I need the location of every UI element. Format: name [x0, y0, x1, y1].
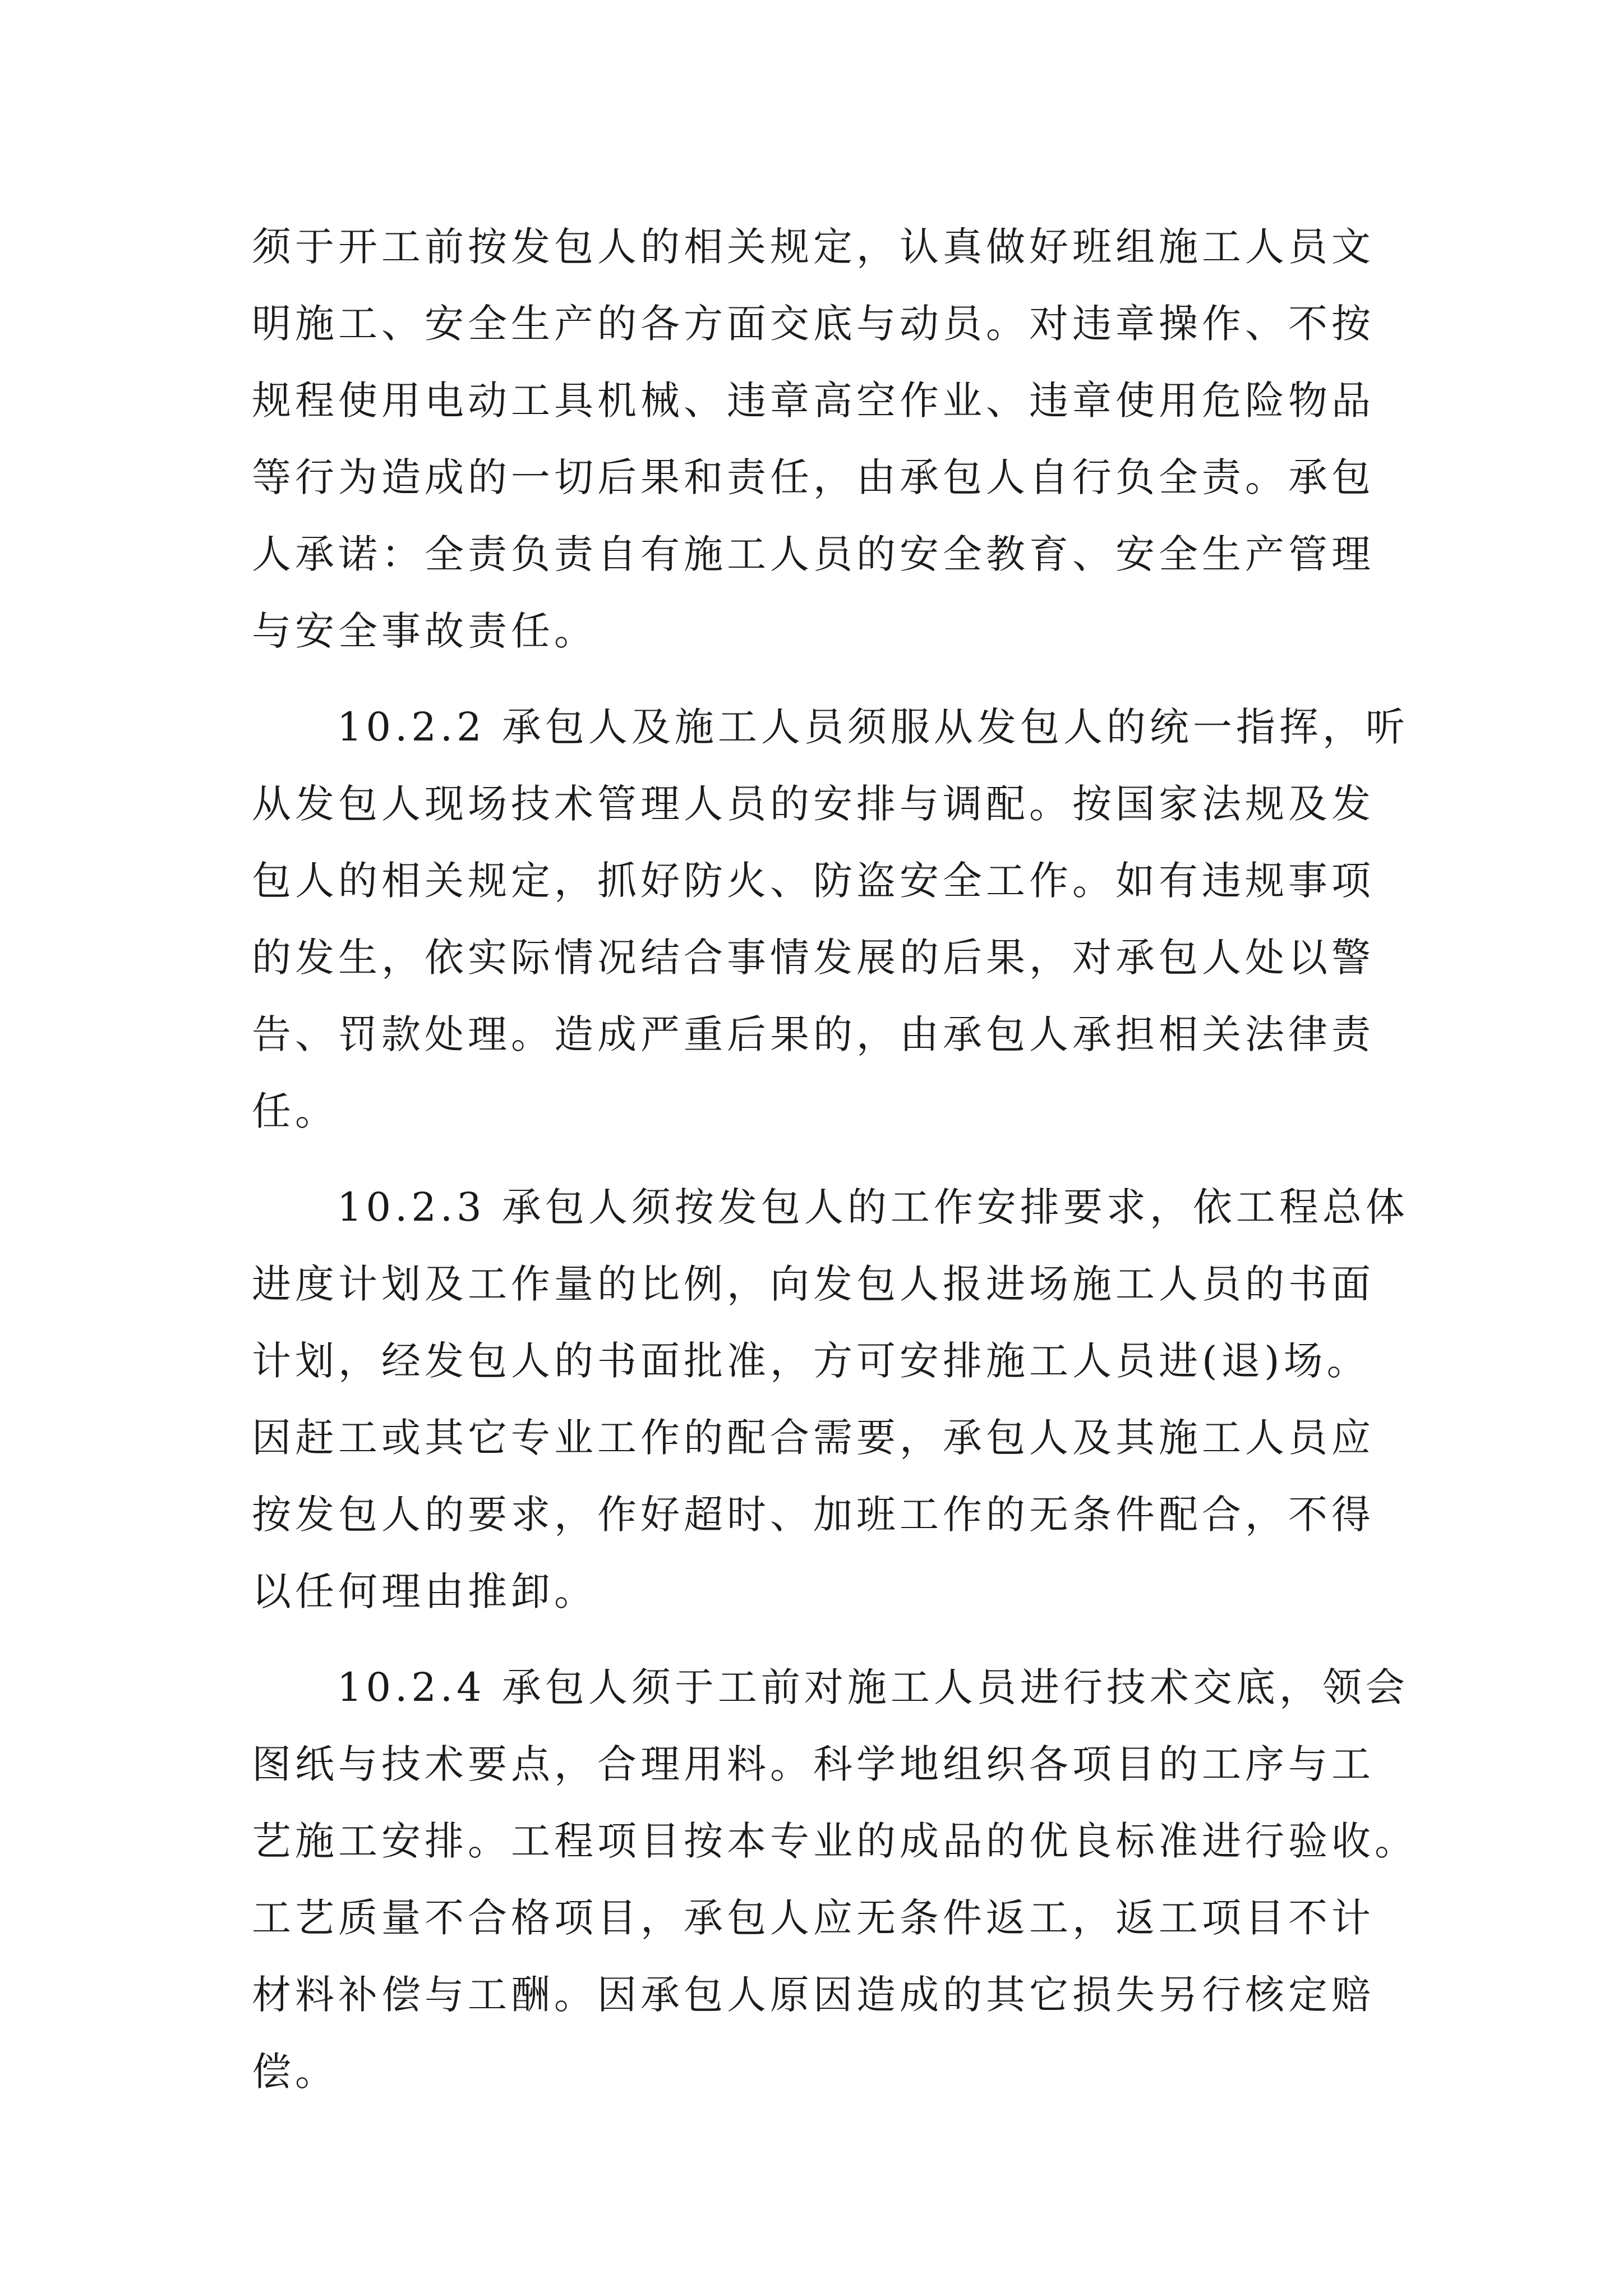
text-line: 艺施工安排。工程项目按本专业的成品的优良标准进行验收。 — [252, 1818, 1418, 1864]
text-line: 明施工、安全生产的各方面交底与动员。对违章操作、不按 — [252, 301, 1375, 347]
text-line: 进度计划及工作量的比例，向发包人报进场施工人员的书面 — [252, 1261, 1375, 1307]
text-line: 包人的相关规定，抓好防火、防盗安全工作。如有违规事项 — [252, 858, 1375, 904]
text-line: 因赶工或其它专业工作的配合需要，承包人及其施工人员应 — [252, 1415, 1375, 1461]
paragraph-spacer — [252, 670, 1458, 689]
paragraph-10-2-2 — [252, 689, 1458, 1150]
paragraph-10-2-4 — [252, 1649, 1458, 2110]
text-line: 按发包人的要求，作好超时、加班工作的无条件配合，不得 — [252, 1492, 1375, 1538]
text-line: 10.2.3 承包人须按发包人的工作安排要求，依工程总体 — [337, 1184, 1409, 1230]
text-line: 须于开工前按发包人的相关规定，认真做好班组施工人员文 — [252, 224, 1375, 270]
text-line: 10.2.4 承包人须于工前对施工人员进行技术交底，领会 — [337, 1664, 1409, 1710]
text-line: 规程使用电动工具机械、违章高空作业、违章使用危险物品 — [252, 378, 1375, 424]
text-line: 材料补偿与工酬。因承包人原因造成的其它损失另行核定赔 — [252, 1972, 1375, 2018]
text-line: 人承诺：全责负责自有施工人员的安全教育、安全生产管理 — [252, 531, 1375, 577]
text-line: 的发生，依实际情况结合事情发展的后果，对承包人处以警 — [252, 935, 1375, 981]
text-line: 等行为造成的一切后果和责任，由承包人自行负全责。承包 — [252, 454, 1375, 500]
text-line: 告、罚款处理。造成严重后果的，由承包人承担相关法律责 — [252, 1011, 1375, 1057]
text-line: 任。 — [252, 1088, 338, 1134]
text-line: 工艺质量不合格项目，承包人应无条件返工，返工项目不计 — [252, 1895, 1375, 1941]
text-line: 10.2.2 承包人及施工人员须服从发包人的统一指挥，听 — [337, 704, 1409, 750]
paragraph-10-2-3 — [252, 1169, 1458, 1630]
text-line: 以任何理由推卸。 — [252, 1568, 597, 1614]
text-line: 偿。 — [252, 2049, 338, 2095]
paragraph-safety-responsibility — [252, 209, 1458, 670]
text-line: 从发包人现场技术管理人员的安排与调配。按国家法规及发 — [252, 781, 1375, 827]
text-line: 图纸与技术要点，合理用料。科学地组织各项目的工序与工 — [252, 1741, 1375, 1787]
paragraph-spacer — [252, 1630, 1458, 1649]
text-line: 与安全事故责任。 — [252, 608, 597, 654]
document-body — [252, 209, 1458, 2110]
text-line: 计划，经发包人的书面批准，方可安排施工人员进(退)场。 — [252, 1338, 1370, 1384]
paragraph-spacer — [252, 1150, 1458, 1169]
